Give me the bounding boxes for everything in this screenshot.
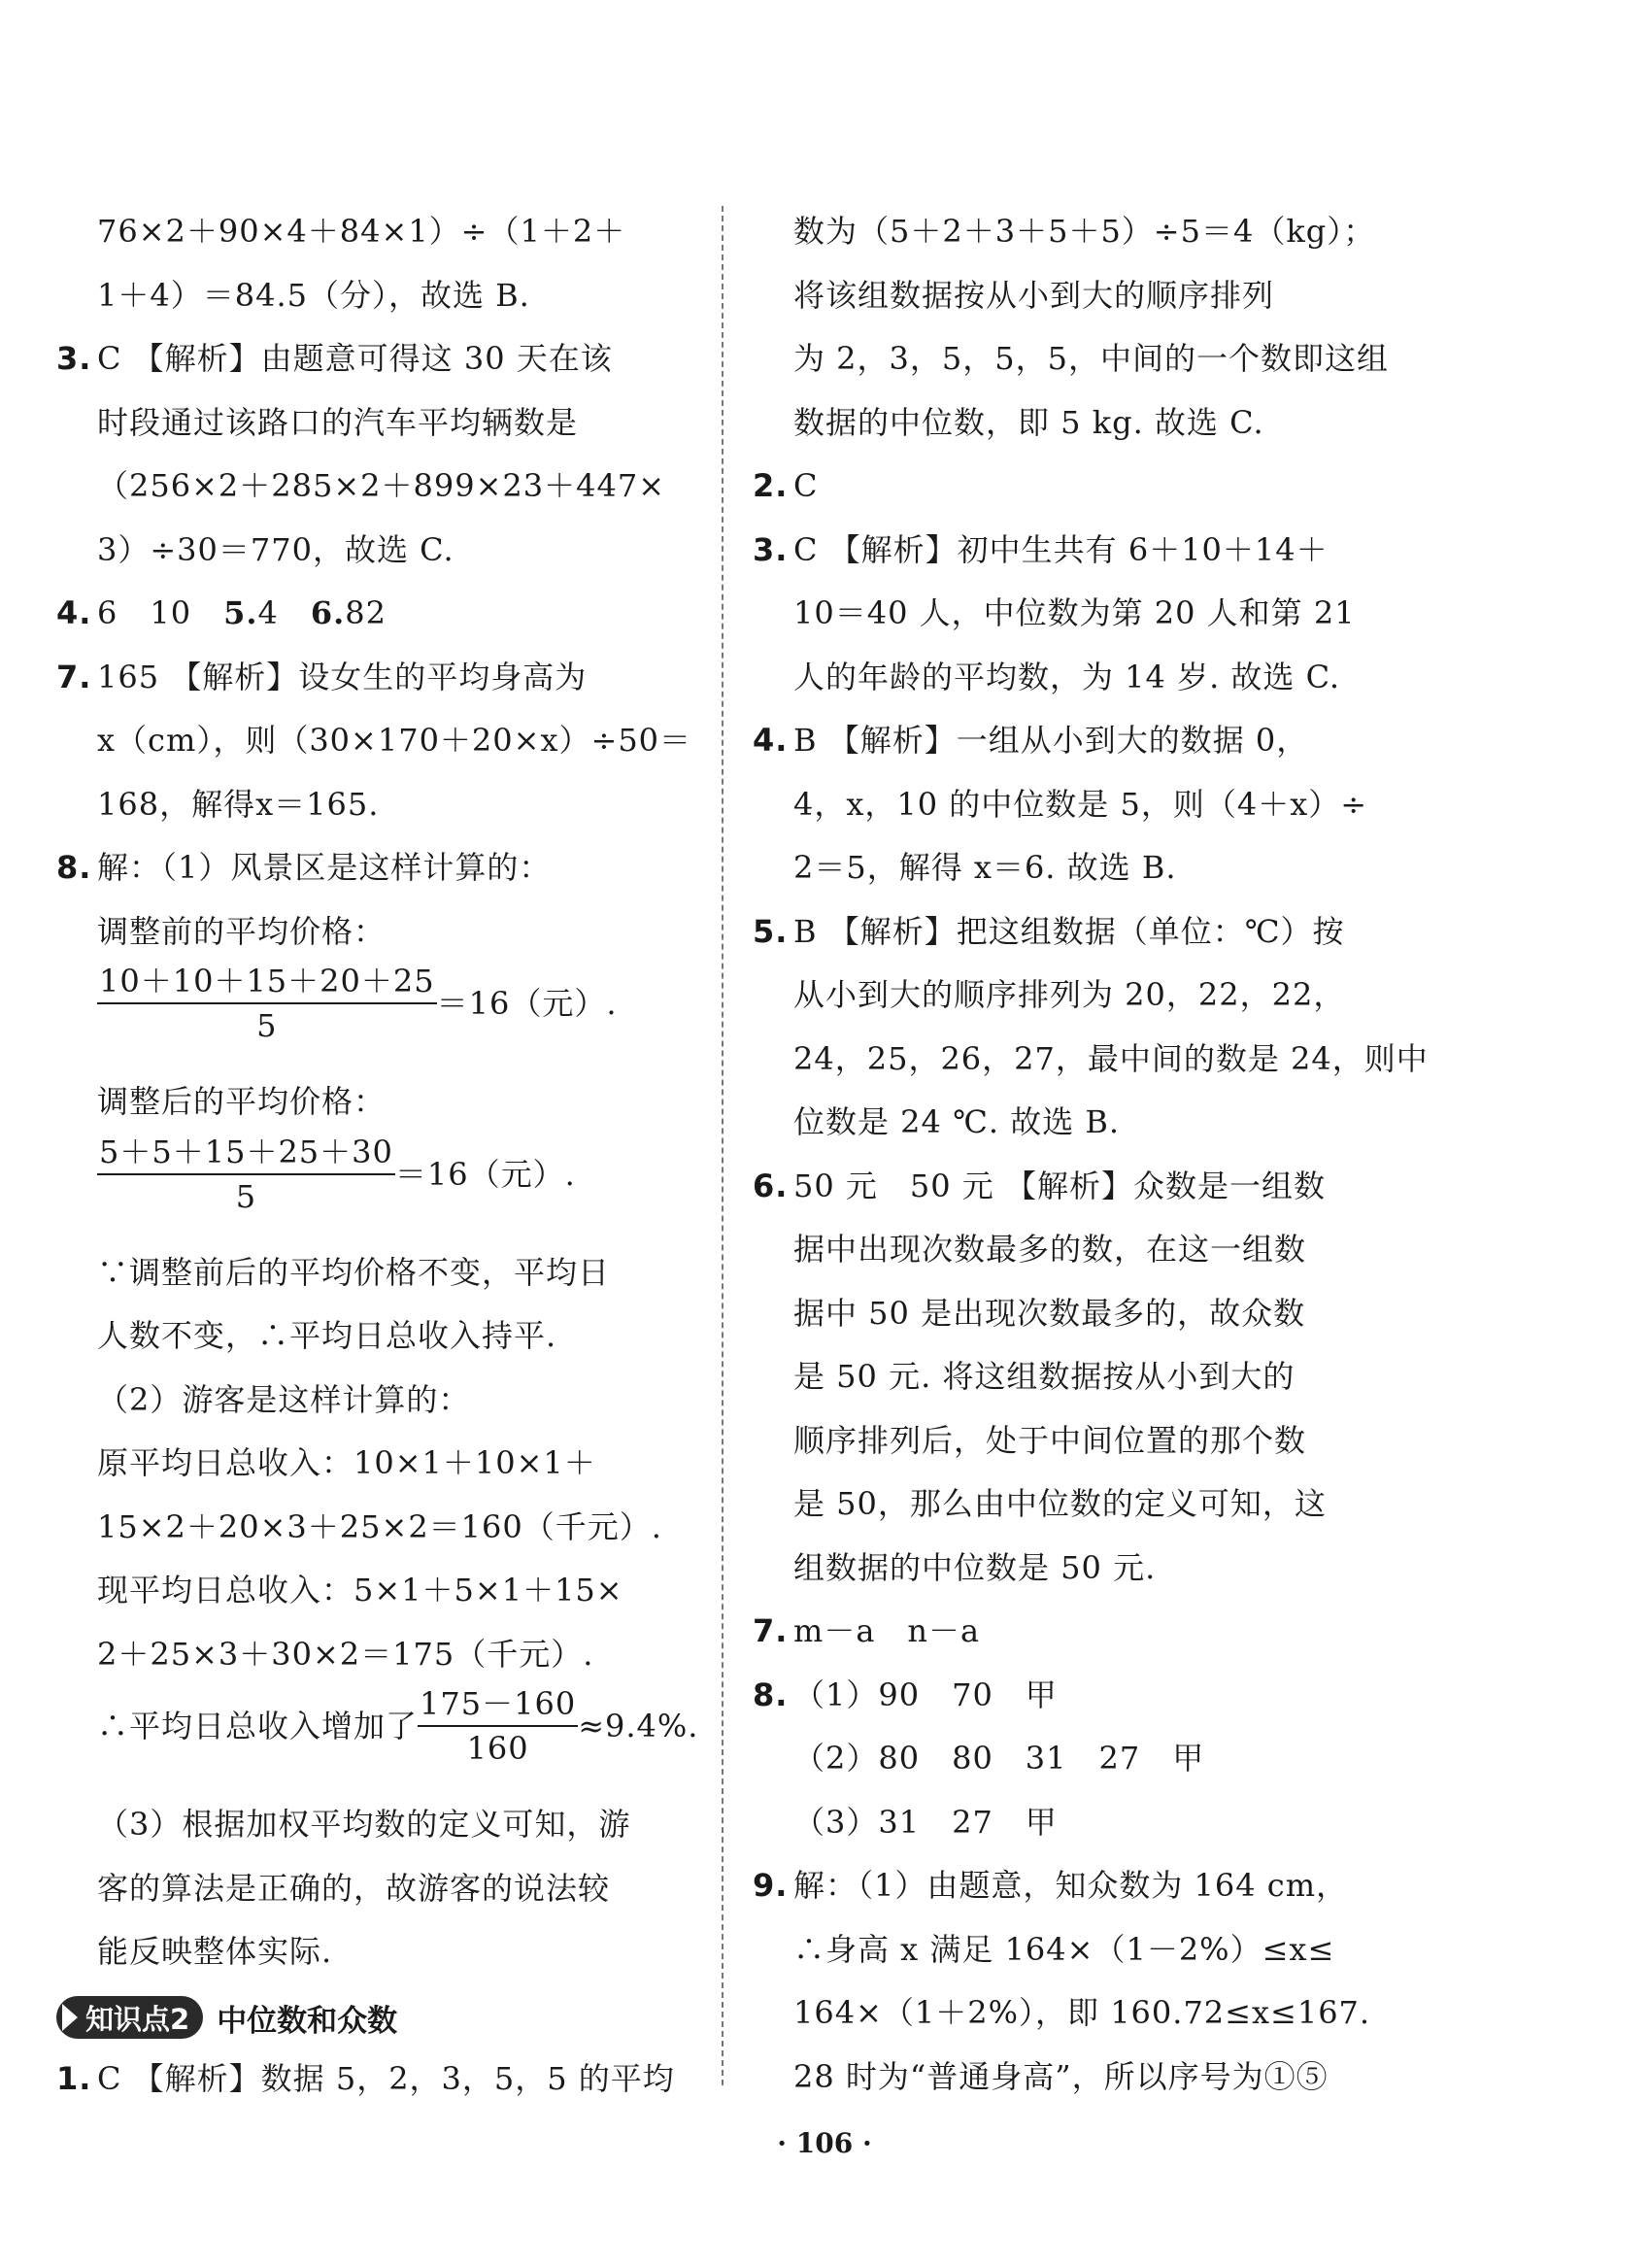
- question-number: 9.: [753, 1867, 789, 1904]
- answer-5: 4: [257, 594, 311, 631]
- column-divider: [722, 206, 724, 2085]
- question-number: 4.: [753, 722, 789, 759]
- fraction-line: [56, 1685, 699, 1795]
- text-line: 据中出现次数最多的数，在这一组数: [793, 1231, 1307, 1268]
- text-line: B 【解析】一组从小到大的数据 0，: [793, 722, 1309, 759]
- question-7: [753, 1602, 1389, 1666]
- text-line: 能反映整体实际.: [97, 1933, 333, 1970]
- text-line: 2＝5，解得 x＝6. 故选 B.: [793, 849, 1177, 886]
- text-line: ∴身高 x 满足 164×（1－2%）≤x≤: [793, 1930, 1335, 1968]
- question-number: 2.: [753, 467, 789, 504]
- text-line: C 【解析】初中生共有 6＋10＋14＋: [793, 530, 1329, 568]
- text-line: 2＋25×3＋30×2＝175（千元）.: [97, 1635, 594, 1673]
- text-line: 10＝40 人，中位数为第 20 人和第 21: [793, 594, 1356, 631]
- question-number: 8.: [753, 1676, 789, 1713]
- text-line: 24，25，26，27，最中间的数是 24，则中: [793, 1039, 1429, 1077]
- question-8: [753, 1666, 1389, 1730]
- question-number: 1.: [56, 2060, 92, 2097]
- question-number: 6.: [753, 1167, 789, 1204]
- question-3: [753, 521, 1389, 585]
- question-6: [753, 1157, 1389, 1221]
- text-line: （2）80 80 31 27 甲: [793, 1740, 1205, 1777]
- question-number: 7.: [753, 1612, 789, 1649]
- text-line: 数为（5＋2＋3＋5＋5）÷5＝4（kg）；: [793, 213, 1376, 250]
- text-line: C: [793, 467, 819, 504]
- section-badge-label: 知识点2: [85, 2002, 190, 2036]
- question-number: 7.: [56, 658, 92, 695]
- text-line: C 【解析】数据 5，2，3，5，5 的平均: [97, 2060, 675, 2097]
- denominator: 5: [256, 1007, 278, 1044]
- left-column: [56, 202, 699, 2114]
- question-number: 3.: [753, 530, 789, 568]
- fraction-result: ≈9.4%.: [578, 1708, 699, 1744]
- text-line: 将该组数据按从小到大的顺序排列: [793, 276, 1275, 314]
- text-line: 28 时为“普通身高”，所以序号为①⑤: [793, 2057, 1329, 2095]
- text-line: 位数是 24 ℃. 故选 B.: [793, 1103, 1121, 1140]
- text-line: C 【解析】由题意可得这 30 天在该: [97, 340, 613, 377]
- text-line: （1）90 70 甲: [793, 1676, 1058, 1713]
- text-line: 人数不变，∴平均日总收入持平.: [97, 1317, 557, 1354]
- fraction: [418, 1685, 578, 1767]
- question-number: 5.: [753, 912, 789, 950]
- question-number: 5.: [223, 594, 258, 631]
- text-line: m－a n－a: [793, 1612, 981, 1649]
- text-line: 3）÷30＝770，故选 C.: [97, 530, 454, 568]
- text-line: 顺序排列后，处于中间位置的那个数: [793, 1421, 1307, 1459]
- text-line: 时段通过该路口的汽车平均辆数是: [97, 403, 579, 441]
- question-5: [753, 902, 1389, 966]
- numerator: 5＋5＋15＋25＋30: [97, 1136, 395, 1175]
- text-line: 调整前的平均价格：: [97, 912, 387, 950]
- question-number: 6.: [310, 594, 346, 631]
- page-number: · 106 ·: [777, 2127, 872, 2159]
- section-title: 中位数和众数: [217, 2003, 398, 2039]
- question-number: 4.: [56, 594, 92, 631]
- right-column: [753, 202, 1429, 2111]
- text-line: 现平均日总收入：5×1＋5×1＋15×: [97, 1572, 623, 1608]
- fraction: [97, 1133, 395, 1215]
- fraction-line: [56, 965, 688, 1072]
- question-9: [753, 1856, 1389, 1920]
- question-8: [56, 838, 688, 902]
- text-line: 解：（1）由题意，知众数为 164 cm，: [793, 1867, 1349, 1904]
- question-4: [753, 711, 1389, 775]
- text-line: 人的年龄的平均数，为 14 岁. 故选 C.: [793, 658, 1341, 695]
- text-line: 165 【解析】设女生的平均身高为: [97, 658, 588, 695]
- text-line: （2）游客是这样计算的：: [97, 1380, 471, 1418]
- fraction: [97, 963, 437, 1044]
- text-line: 76×2＋90×4＋84×1）÷（1＋2＋: [97, 213, 626, 250]
- questions-4-6: [56, 584, 688, 648]
- question-number: 8.: [56, 849, 92, 886]
- question-number: 3.: [56, 340, 92, 377]
- text-line: 从小到大的顺序排列为 20，22，22，: [793, 976, 1346, 1013]
- fraction-line: [56, 1133, 688, 1243]
- text-line: 客的算法是正确的，故游客的说法较: [97, 1869, 611, 1907]
- fraction-result: ＝16（元）.: [436, 985, 618, 1022]
- text-line: 组数据的中位数是 50 元.: [793, 1548, 1157, 1586]
- question-7: [56, 648, 688, 712]
- numerator: 175－160: [418, 1688, 578, 1727]
- text-line: x（cm），则（30×170＋20×x）÷50＝: [97, 722, 692, 759]
- question-3: [56, 329, 688, 393]
- text-line: 15×2＋20×3＋25×2＝160（千元）.: [97, 1507, 662, 1545]
- text-line: 数据的中位数，即 5 kg. 故选 C.: [793, 403, 1264, 441]
- text-line: 4，x，10 的中位数是 5，则（4＋x）÷: [793, 785, 1368, 823]
- answer-4: 6 10: [97, 594, 224, 631]
- fraction-result: ＝16（元）.: [394, 1155, 576, 1193]
- text-line: ∵调整前后的平均价格不变，平均日: [97, 1253, 611, 1291]
- text-line: 调整后的平均价格：: [97, 1083, 387, 1120]
- denominator: 160: [466, 1730, 529, 1767]
- question-2: [753, 457, 1389, 521]
- text-line: 解：（1）风景区是这样计算的：: [97, 849, 552, 886]
- text-line: 1＋4）＝84.5（分），故选 B.: [97, 276, 530, 314]
- section-header: [56, 1986, 688, 2050]
- text-line: 是 50，那么由中位数的定义可知，这: [793, 1485, 1327, 1522]
- section-badge: [56, 1996, 203, 2039]
- question-1: [56, 2049, 688, 2114]
- text-line: 164×（1＋2%），即 160.72≤x≤167.: [793, 1994, 1371, 2031]
- text-line: 168，解得x＝165.: [97, 785, 380, 823]
- play-arrow-icon: [62, 2004, 78, 2031]
- text-line: （3）根据加权平均数的定义可知，游: [97, 1806, 631, 1843]
- text-line: 据中 50 是出现次数最多的，故众数: [793, 1294, 1306, 1332]
- text-line: （3）31 27 甲: [793, 1803, 1058, 1841]
- denominator: 5: [235, 1177, 257, 1215]
- text-line: 原平均日总收入：10×1＋10×1＋: [97, 1444, 596, 1481]
- text-line: B 【解析】把这组数据（单位：℃）按: [793, 912, 1345, 950]
- text-prefix: ∴平均日总收入增加了: [97, 1708, 419, 1744]
- text-line: 为 2，3，5，5，5，中间的一个数即这组: [793, 340, 1389, 377]
- numerator: 10＋10＋15＋20＋25: [97, 965, 437, 1004]
- text-line: 50 元 50 元 【解析】众数是一组数: [793, 1167, 1326, 1204]
- text-line: 是 50 元. 将这组数据按从小到大的: [793, 1358, 1296, 1395]
- text-line: （256×2＋285×2＋899×23＋447×: [97, 467, 666, 504]
- answer-6: 82: [345, 594, 387, 631]
